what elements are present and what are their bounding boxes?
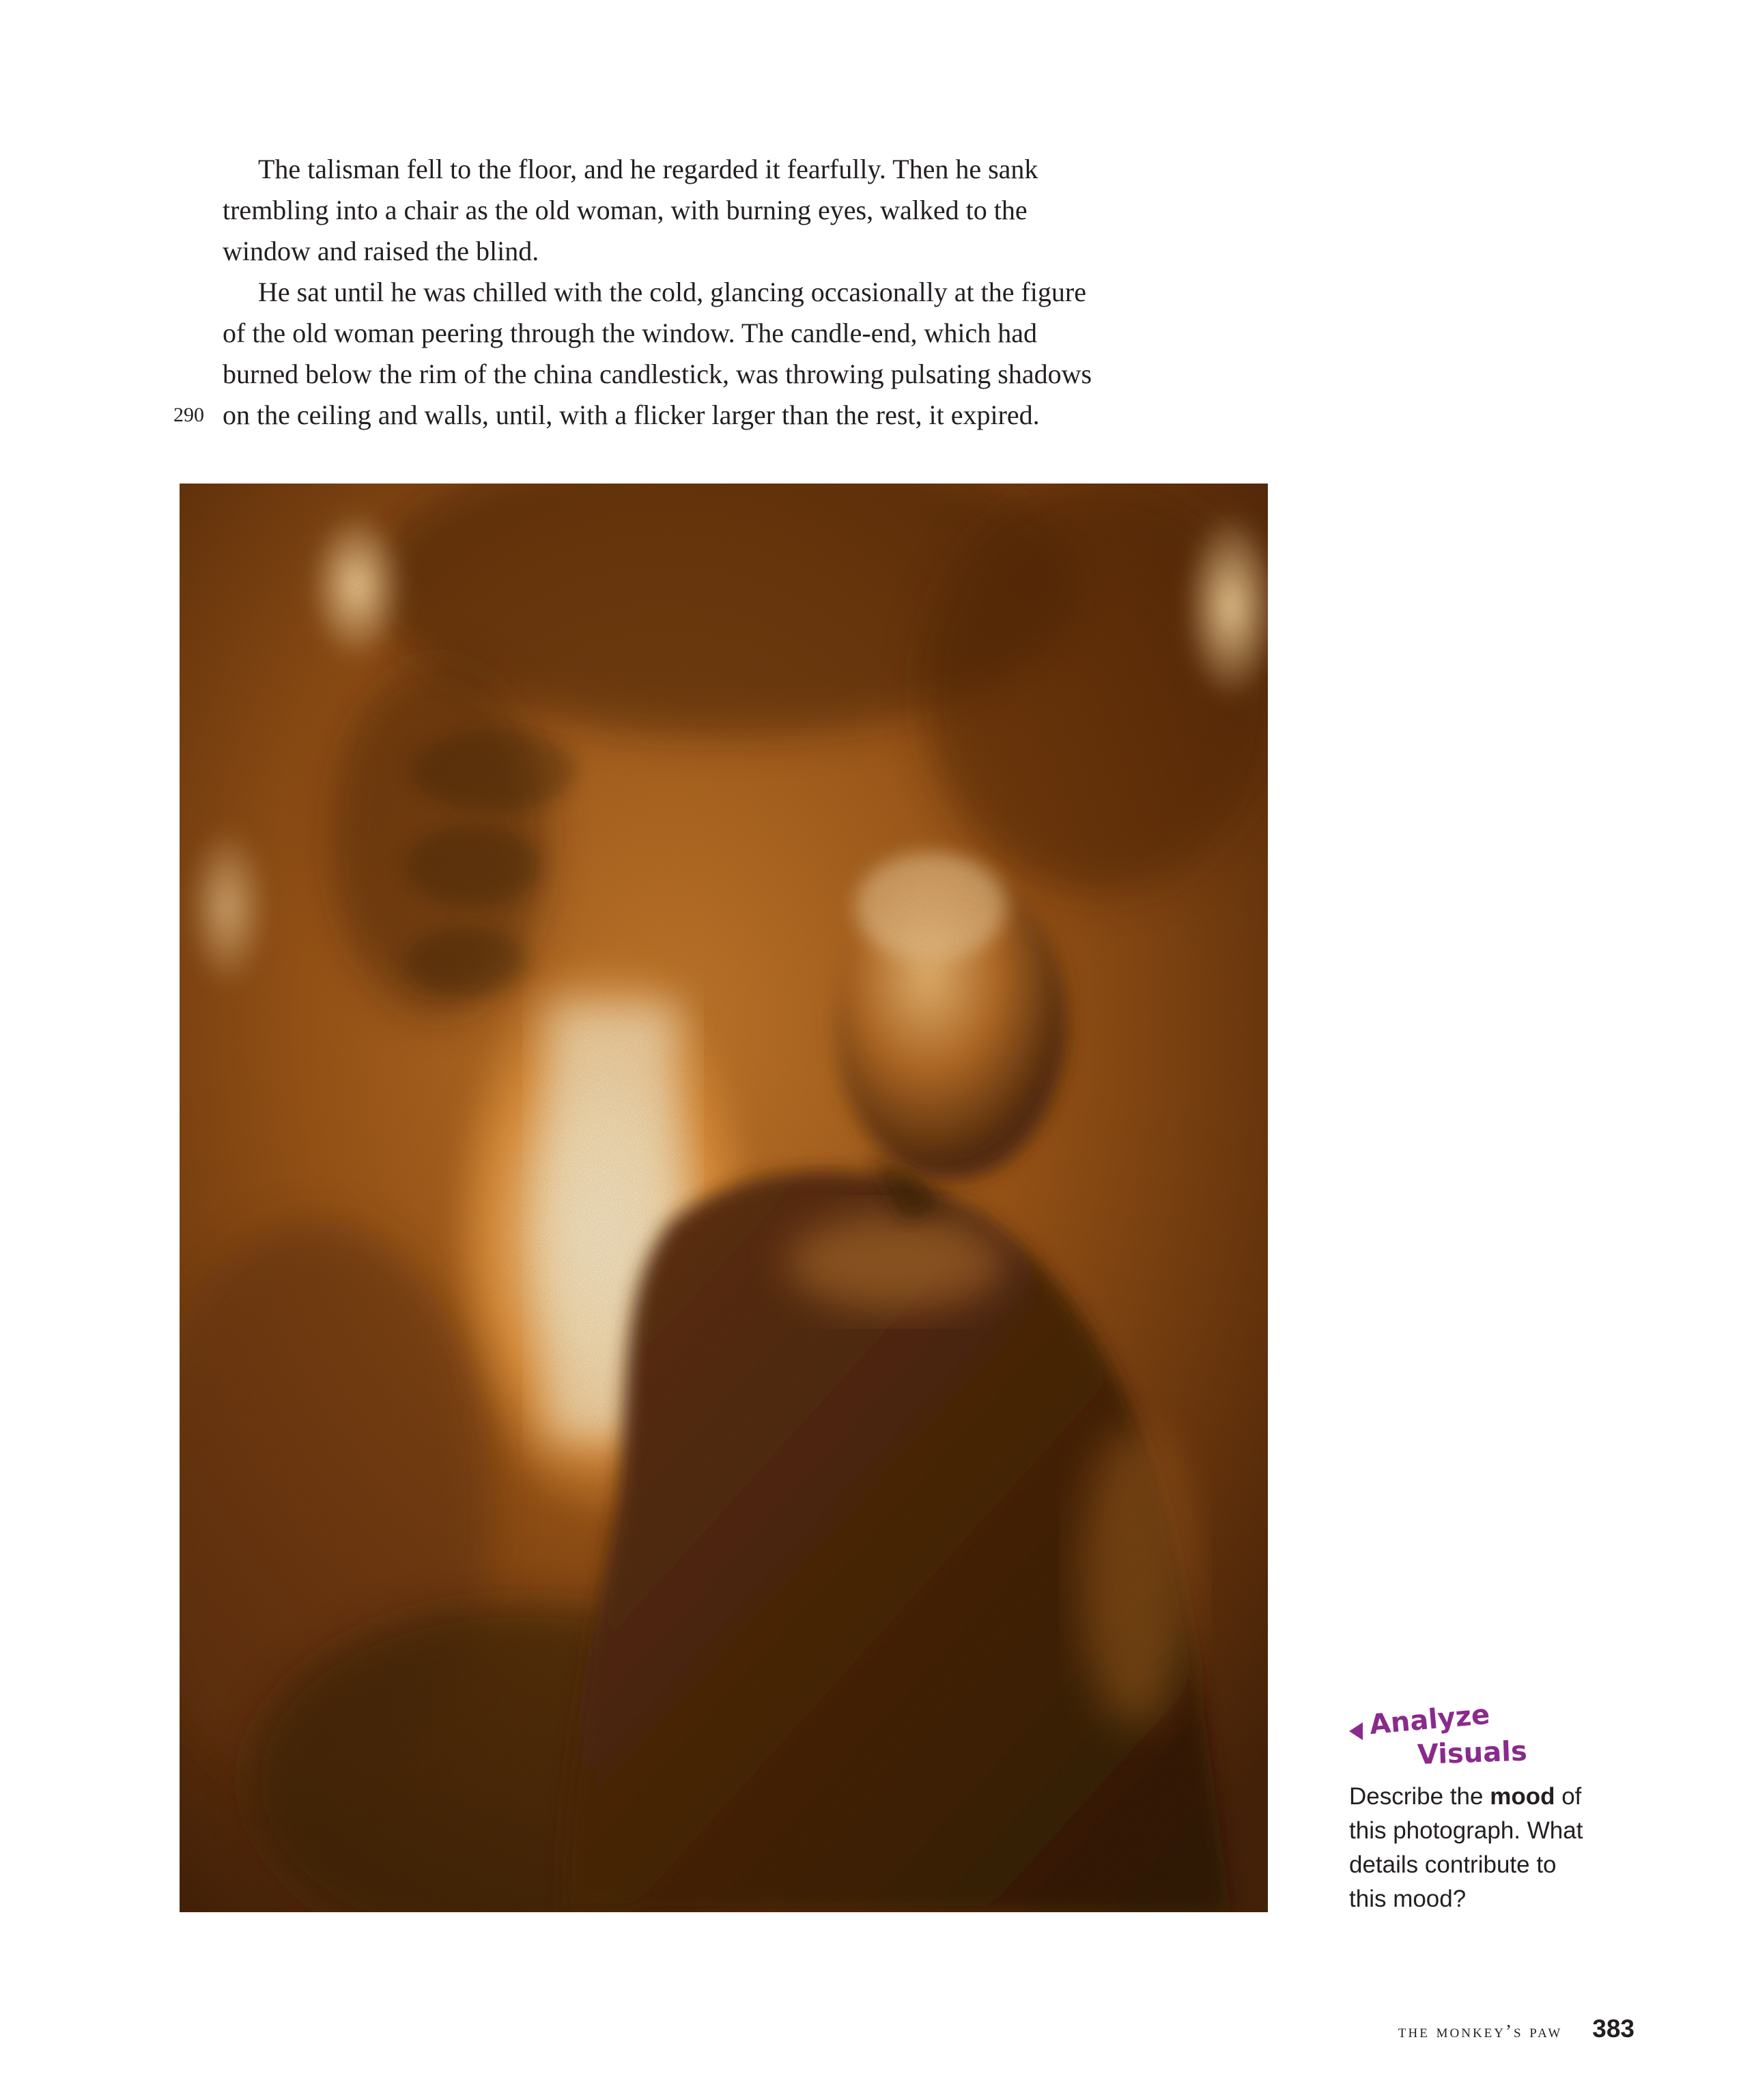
page-footer [1398, 2015, 1634, 2043]
story-line: He sat until he was chilled with the cold, glancing occasionally at the figure [258, 277, 1086, 307]
story-paragraph-2 [173, 272, 1288, 436]
line-number: 290 [173, 404, 204, 426]
heading-word-analyze: Analyze [1368, 1698, 1491, 1741]
story-line: burned below the rim of the china candlestick, was throwing pulsating shadows [223, 359, 1092, 389]
question-line: details contribute to [1349, 1851, 1557, 1878]
analyze-visuals-sidebar [1349, 1698, 1636, 1916]
running-title: the monkey’s paw [1398, 2021, 1563, 2041]
photograph [180, 484, 1268, 1912]
question-keyword: mood [1490, 1783, 1555, 1810]
story-paragraph-1 [223, 149, 1288, 272]
question-line: this mood? [1349, 1886, 1467, 1912]
question-text: of [1555, 1783, 1582, 1810]
story-text [173, 149, 1288, 436]
question-line: this photograph. What [1349, 1817, 1583, 1844]
page-number: 383 [1592, 2015, 1634, 2043]
question-line [1349, 1780, 1636, 1814]
story-line: trembling into a chair as the old woman, with burning eyes, walked to the [223, 195, 1028, 225]
photograph-man-in-dim-light-icon [180, 484, 1268, 1912]
sidebar-question [1349, 1780, 1636, 1916]
story-line: of the old woman peering through the window. The candle-end, which had [223, 318, 1038, 348]
heading-word-visuals: Visuals [1417, 1735, 1528, 1771]
story-line-text: on the ceiling and walls, until, with a flicker larger than the rest, it expired. [223, 400, 1040, 430]
arrow-left-icon [1349, 1722, 1363, 1740]
story-line-numbered [173, 395, 1288, 436]
sidebar-heading [1349, 1698, 1636, 1773]
question-text: Describe the [1349, 1783, 1490, 1810]
story-line: window and raised the blind. [223, 236, 539, 266]
story-line: The talisman fell to the floor, and he regarded it fearfully. Then he sank [258, 154, 1038, 184]
